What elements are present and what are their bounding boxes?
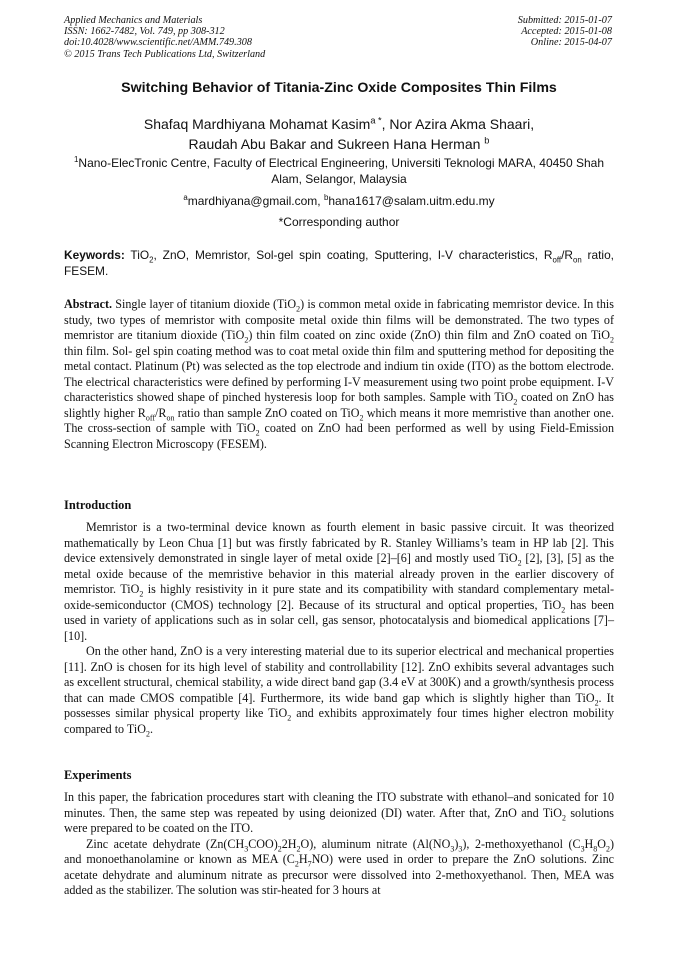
intro-text: and exhibits approximately four times higher electron mobility compared to TiO [64,706,615,736]
corresponding-author-note: *Corresponding author [278,215,400,229]
email-b: hana1617@salam.uitm.edu.my [328,194,495,208]
keywords-label: Keywords: [64,248,125,262]
exp-sub: 2 [294,859,299,869]
introduction-heading: Introduction [64,498,132,512]
exp-sub: 3 [458,843,463,853]
abstract-sub: off [145,412,156,422]
experiments-paragraph-1 [64,790,614,837]
abstract-text: ratio than sample ZnO coated on TiO [174,405,360,420]
exp-sub: 2 [606,843,610,853]
journal-info [64,15,265,60]
experiments-heading: Experiments [64,768,132,782]
intro-text: . It possesses similar physical property like TiO [64,690,614,720]
exp-text: H [584,836,594,851]
affiliation [64,156,614,187]
intro-sub: 2 [561,604,566,614]
online-date: Online: 2015-04-07 [530,37,612,49]
doi-line: doi:10.4028/www.scientific.net/AMM.749.308 [64,37,252,49]
introduction-body [64,520,614,737]
abstract-text: which means it more memristive than another one. The cross-section of sample with TiO [64,405,614,435]
exp-text: NO) were used in order to prepare the ZnO solutions. Zinc acetate dehydrate and aluminum nitrate as precursor were dissolved into 2-methoxyethanol. Then, MEA was added as the stabilizer. The solution was stir-heated for 3 hours at [64,852,614,897]
abstract-sub: 2 [610,335,615,345]
intro-sub: 2 [287,713,292,723]
exp-text: solutions were prepared to be coated on the ITO. [64,805,614,835]
exp-sub: 7 [307,859,312,869]
copyright-line: © 2015 Trans Tech Publications Ltd, Switzerland [64,48,266,60]
keywords-text: , ZnO, Memristor, Sol-gel spin coating, Sputtering, I-V characteristics, R [153,248,553,262]
keywords-sub: 2 [149,255,154,265]
abstract-text: ) is common metal oxide in fabricating memristor device. In this study, two types of memristor with composite metal oxide thin films will be demonstrated. The two types of memristor are titanium dioxide (TiO [64,297,614,342]
abstract-text: Single layer of titanium dioxide (TiO [112,297,297,311]
submitted-date: Submitted: 2015-01-07 [517,15,612,26]
author-emails [0,194,678,208]
intro-text: . [149,721,153,736]
intro-text: On the other hand, ZnO is a very interesting material due to its superior electrical and mechanical properties [11]. ZnO is chosen for its high level of stability and controllability [12]. ZnO exhibits several advantages such as excellent structural, chemical stability, a wide direct band gap (3.4 eV at 300K) and a growth/synthesis process that can made CMOS compatible [4]. Furthermore, its wide band gap which is slightly higher than TiO [64,644,614,705]
abstract-sub: 2 [296,304,301,314]
keywords [64,248,614,279]
exp-text: ) and monoethanolamine or known as MEA (C [64,836,615,866]
intro-text: is highly resistivity in it pure state and its compatibility with standard complementary metal-oxide-semiconductor (CMOS) technology [2]. Because of its structural and optical properties, TiO [64,582,614,612]
abstract-sub: 2 [359,412,364,422]
exp-text: ), 2-methoxyethanol (C [462,836,581,851]
exp-sub: 3 [244,843,249,853]
experiments-paragraph-2 [64,837,614,899]
exp-sub: 8 [593,843,598,853]
abstract-sub: on [166,412,175,422]
intro-sub: 2 [139,589,144,599]
author-1: Shafaq Mardhiyana Mohamat Kasim [143,116,371,132]
exp-sub: 3 [580,843,585,853]
intro-sub: 2 [145,728,150,738]
email-b-sup: b [323,193,329,202]
keywords-text: ratio, FESEM. [64,248,614,278]
abstract-label: Abstract. [64,297,113,311]
intro-text: has been used in variety of applications such as in solar cell, gas sensor, photocatalysis and biomedical applications [7]–[10]. [64,597,614,643]
abstract-text: coated on ZnO had been performed as well by using Field-Emission Scanning Electron Microscopy (FESEM). [64,421,614,451]
exp-sub: 3 [450,843,455,853]
exp-sub: 2 [561,812,566,822]
exp-text: O [597,836,606,851]
journal-name: Applied Mechanics and Materials [64,15,203,26]
intro-sub: 2 [517,558,522,568]
email-a-sup: a [183,193,188,202]
affiliation-sup: 1 [74,155,79,164]
exp-text: COO) [248,836,278,851]
author-2: , Nor Azira Akma Shaari, [381,116,535,132]
exp-sub: 2 [296,843,301,853]
author-4-sup: b [484,135,490,146]
introduction-paragraph-1 [64,520,614,644]
abstract-text: ) thin film coated on zinc oxide (ZnO) thin film and ZnO coated on TiO [248,328,611,342]
intro-text: Memristor is a two-terminal device known as fourth element in basic passive circuit. It was theorized mathematically by Leon Chua [1] but was firstly fabricated by R. Stanley Williams’s team in HP lab [2]. This device extensively demonstrated in single layer of metal oxide [2]–[6] and mostly used TiO [64,520,614,565]
keywords-sub: off [552,255,562,265]
abstract-sub: 2 [513,397,518,407]
abstract-text: thin film. Sol- gel spin coating method was to coat metal oxide thin film and sputtering method for depositing the metal contact. Platinum (Pt) was selected as the top electrode and indium tin oxide (ITO) as the bottom electrode. The electrical characteristics were defined by performing I-V measurement using two point probe equipment. I-V characteristics showed shape of pinched hysteresis loop for both samples. Sample with TiO [64,343,614,404]
publication-dates [518,15,612,49]
accepted-date: Accepted: 2015-01-08 [521,26,612,38]
paper-title: Switching Behavior of Titania-Zinc Oxide Composites Thin Films [121,80,557,96]
exp-text: H [298,852,308,866]
intro-text: [2], [3], [5] as the metal oxide because of the memristive behavior in this material already proven in the earlier discovery of memristor. TiO [64,551,614,596]
intro-sub: 2 [594,697,599,707]
keywords-sub: on [572,255,582,265]
email-a: mardhiyana@gmail.com, [187,194,324,208]
experiments-body [64,790,614,899]
keywords-text: /R [561,248,573,262]
issn-line: ISSN: 1662-7482, Vol. 749, pp 308-312 [64,26,225,38]
abstract-text: /R [155,405,167,420]
exp-text: Zinc acetate dehydrate (Zn(CH [86,836,245,851]
abstract [64,297,614,452]
author-3-4: Raudah Abu Bakar and Sukreen Hana Herman [188,136,481,152]
abstract-text: coated on ZnO has slightly higher R [64,390,614,420]
author-list [0,114,678,154]
keywords-text: TiO [124,248,150,262]
exp-text: O), aluminum nitrate (Al(NO [300,836,451,851]
abstract-sub: 2 [255,428,260,438]
exp-sub: 2 [277,843,282,853]
introduction-paragraph-2 [64,644,614,737]
exp-text: ) [454,836,459,851]
exp-text: 2H [281,836,297,851]
abstract-sub: 2 [244,335,249,345]
exp-text: In this paper, the fabrication procedures start with cleaning the ITO substrate with ethanol–and sonicated for 10 minutes. Then, the same step was repeated by using deionized (DI) water. After that, ZnO and TiO [64,790,614,820]
affiliation-text: Nano-ElecTronic Centre, Faculty of Electrical Engineering, Universiti Teknologi MARA, 40450 Shah Alam, Selangor, Malaysia [78,156,604,186]
author-1-sup: a * [370,115,382,126]
